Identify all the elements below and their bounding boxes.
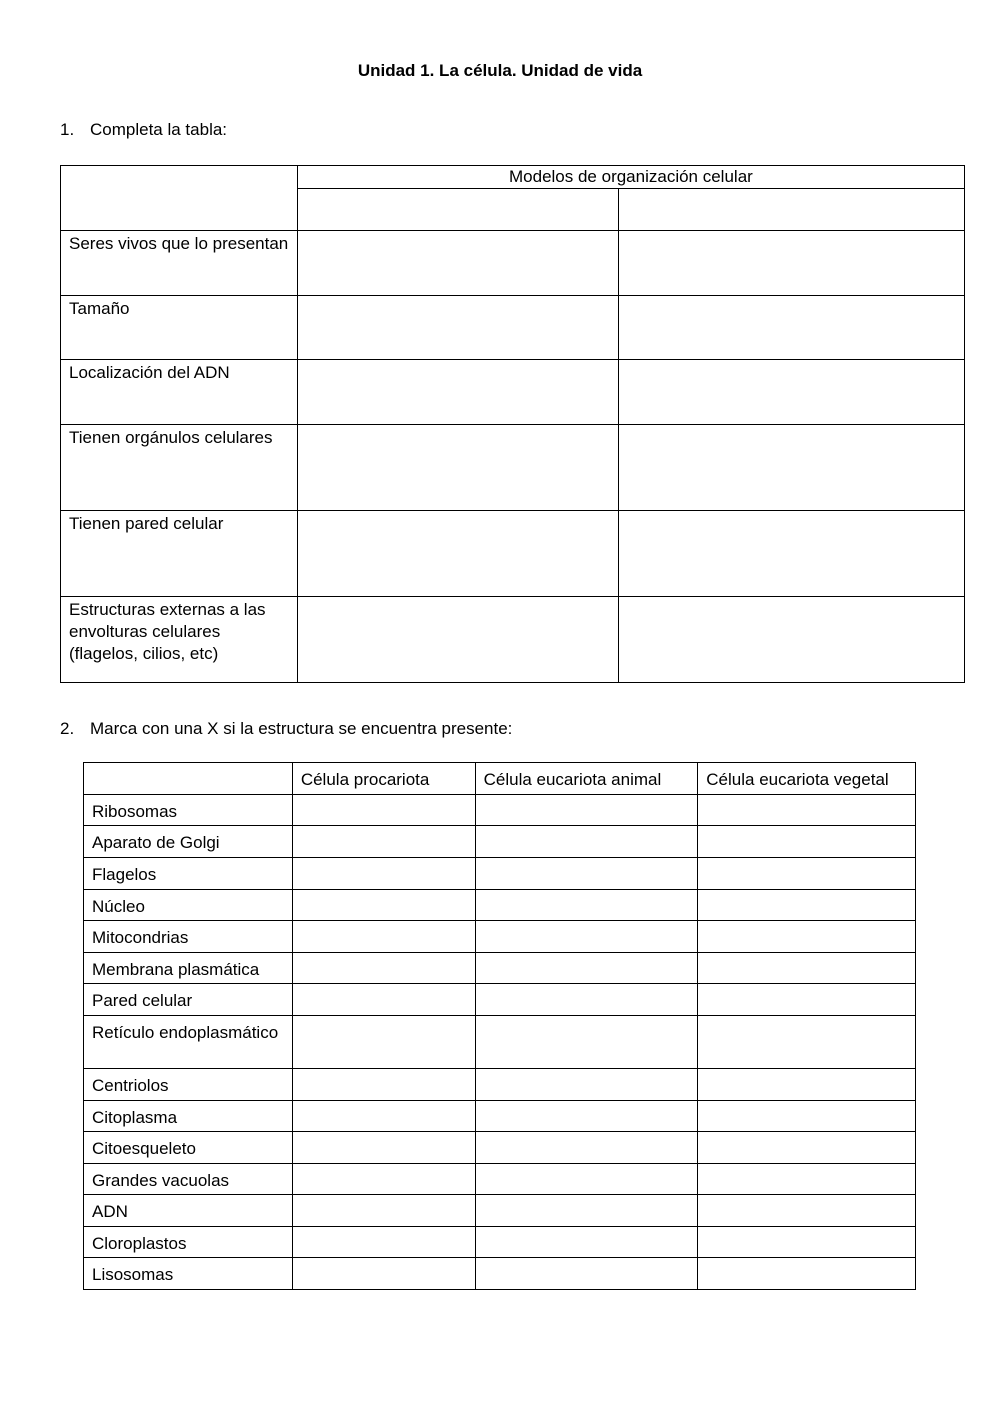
checkbox-cell[interactable] <box>292 795 475 826</box>
checkbox-cell[interactable] <box>475 1069 698 1101</box>
checkbox-cell[interactable] <box>292 1069 475 1101</box>
row-label: Membrana plasmática <box>84 953 293 984</box>
checkbox-cell[interactable] <box>292 1164 475 1195</box>
checkbox-cell[interactable] <box>475 921 698 953</box>
checkbox-cell[interactable] <box>475 1164 698 1195</box>
checkbox-cell[interactable] <box>698 1195 916 1227</box>
column-header: Célula eucariota animal <box>475 763 698 795</box>
checkbox-cell[interactable] <box>698 858 916 890</box>
checkbox-cell[interactable] <box>475 890 698 921</box>
answer-cell[interactable] <box>619 360 965 425</box>
row-label: Citoplasma <box>84 1101 293 1132</box>
checkbox-cell[interactable] <box>698 953 916 984</box>
checkbox-cell[interactable] <box>698 984 916 1016</box>
row-label: Pared celular <box>84 984 293 1016</box>
checkbox-cell[interactable] <box>292 826 475 858</box>
row-label: Retículo endoplasmático <box>84 1016 293 1069</box>
organization-table <box>60 165 965 683</box>
row-label: Tamaño <box>61 296 298 360</box>
checkbox-cell[interactable] <box>292 1132 475 1164</box>
question-1-text: Completa la tabla: <box>90 120 228 139</box>
checkbox-cell[interactable] <box>475 1195 698 1227</box>
checkbox-cell[interactable] <box>475 826 698 858</box>
checkbox-cell[interactable] <box>292 890 475 921</box>
question-1-number: 1. <box>60 120 75 139</box>
checkbox-cell[interactable] <box>698 1069 916 1101</box>
checkbox-cell[interactable] <box>698 1016 916 1069</box>
answer-cell[interactable] <box>619 511 965 597</box>
checkbox-cell[interactable] <box>698 795 916 826</box>
checkbox-cell[interactable] <box>698 921 916 953</box>
checkbox-cell[interactable] <box>292 1016 475 1069</box>
checkbox-cell[interactable] <box>475 1132 698 1164</box>
checkbox-cell[interactable] <box>292 953 475 984</box>
row-label: ADN <box>84 1195 293 1227</box>
checkbox-cell[interactable] <box>698 1164 916 1195</box>
answer-cell[interactable] <box>619 296 965 360</box>
column-header: Célula eucariota vegetal <box>698 763 916 795</box>
checkbox-cell[interactable] <box>292 984 475 1016</box>
answer-cell[interactable] <box>297 360 619 425</box>
answer-cell[interactable] <box>619 231 965 296</box>
answer-cell[interactable] <box>297 189 619 231</box>
checkbox-cell[interactable] <box>475 858 698 890</box>
row-label: Tienen pared celular <box>61 511 298 597</box>
row-label: Citoesqueleto <box>84 1132 293 1164</box>
checkbox-cell[interactable] <box>475 795 698 826</box>
checkbox-cell[interactable] <box>292 1227 475 1258</box>
checkbox-cell[interactable] <box>698 1101 916 1132</box>
row-label: Estructuras externas a las envolturas celulares (flagelos, cilios, etc) <box>61 597 298 683</box>
row-label: Flagelos <box>84 858 293 890</box>
checkbox-cell[interactable] <box>292 1195 475 1227</box>
answer-cell[interactable] <box>619 425 965 511</box>
question-2 <box>60 719 512 739</box>
empty-corner-cell <box>84 763 293 795</box>
checkbox-cell[interactable] <box>698 826 916 858</box>
checkbox-cell[interactable] <box>292 921 475 953</box>
row-label: Centriolos <box>84 1069 293 1101</box>
column-header: Célula procariota <box>292 763 475 795</box>
table-header: Modelos de organización celular <box>297 166 964 189</box>
checkbox-cell[interactable] <box>475 953 698 984</box>
question-2-text: Marca con una X si la estructura se encuentra presente: <box>90 719 513 738</box>
checkbox-cell[interactable] <box>698 1132 916 1164</box>
checkbox-cell[interactable] <box>475 1101 698 1132</box>
row-label: Tienen orgánulos celulares <box>61 425 298 511</box>
checkbox-cell[interactable] <box>698 1227 916 1258</box>
checkbox-cell[interactable] <box>292 858 475 890</box>
row-label: Localización del ADN <box>61 360 298 425</box>
checkbox-cell[interactable] <box>698 890 916 921</box>
row-label: Grandes vacuolas <box>84 1164 293 1195</box>
page-title: Unidad 1. La célula. Unidad de vida <box>357 61 643 80</box>
answer-cell[interactable] <box>297 296 619 360</box>
answer-cell[interactable] <box>619 189 965 231</box>
checkbox-cell[interactable] <box>475 984 698 1016</box>
empty-corner-cell <box>61 166 298 231</box>
answer-cell[interactable] <box>297 425 619 511</box>
checkbox-cell[interactable] <box>475 1227 698 1258</box>
row-label: Núcleo <box>84 890 293 921</box>
row-label: Ribosomas <box>84 795 293 826</box>
answer-cell[interactable] <box>297 597 619 683</box>
structures-table <box>83 762 916 1290</box>
checkbox-cell[interactable] <box>292 1101 475 1132</box>
row-label: Cloroplastos <box>84 1227 293 1258</box>
checkbox-cell[interactable] <box>475 1016 698 1069</box>
checkbox-cell[interactable] <box>475 1258 698 1290</box>
checkbox-cell[interactable] <box>698 1258 916 1290</box>
row-label: Lisosomas <box>84 1258 293 1290</box>
row-label: Seres vivos que lo presentan <box>61 231 298 296</box>
row-label: Mitocondrias <box>84 921 293 953</box>
row-label: Aparato de Golgi <box>84 826 293 858</box>
checkbox-cell[interactable] <box>292 1258 475 1290</box>
question-1 <box>60 120 227 140</box>
question-2-number: 2. <box>60 719 75 738</box>
answer-cell[interactable] <box>619 597 965 683</box>
answer-cell[interactable] <box>297 511 619 597</box>
answer-cell[interactable] <box>297 231 619 296</box>
